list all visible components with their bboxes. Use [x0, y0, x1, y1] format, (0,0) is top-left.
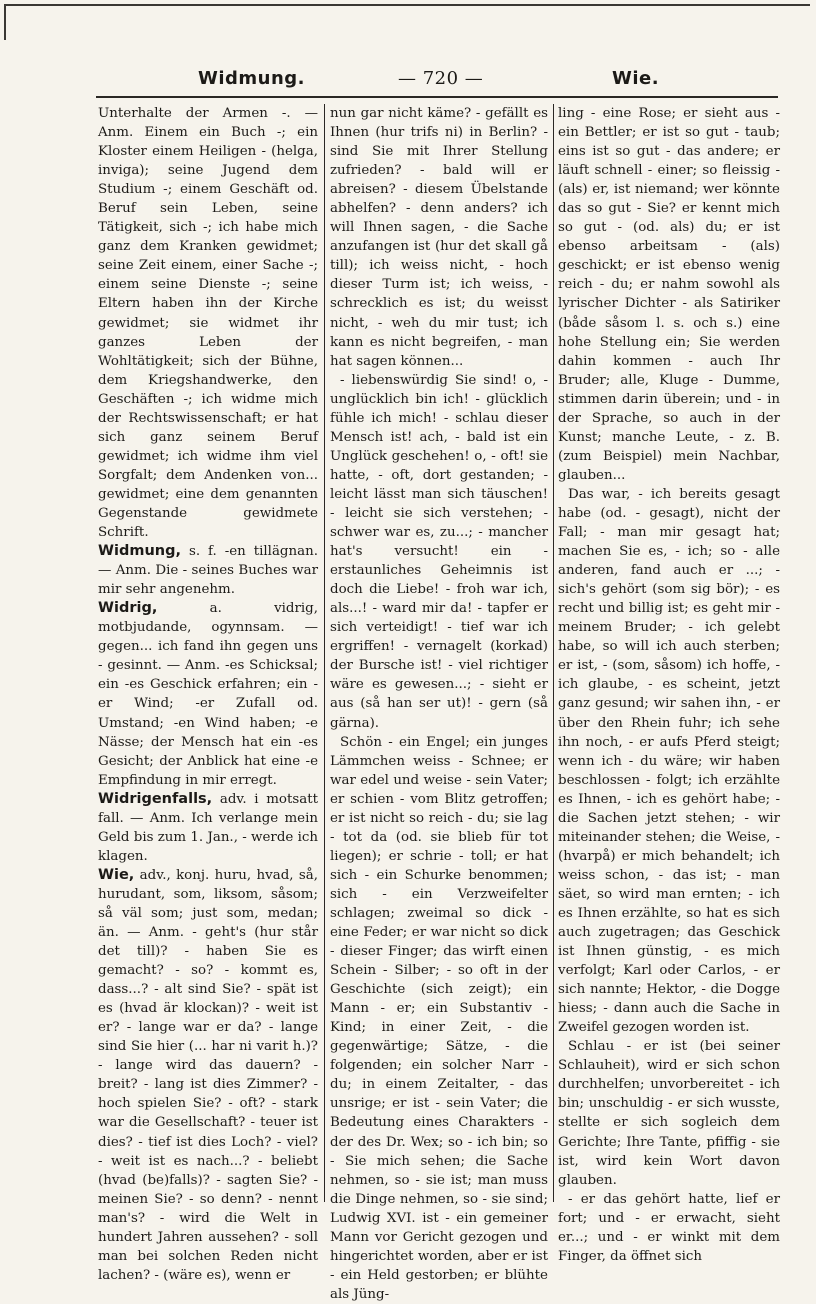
page-number: — 720 —: [398, 68, 484, 89]
column-divider: [553, 104, 554, 1202]
paragraph: Das war, - ich bereits gesagt habe (od. - gesagt), nicht der Fall; - man mir gesagt hat; machen Sie es, - ich; so - alle anderen, fand auch er ...; - sich's gehört (som sig bör); - es recht und billig ist; es geht mir - meinem Bruder; - ich gelebt habe, so will ich auch sterben; er ist, - (som, såsom) ich hoffe, - ich glaube, - es scheint, jetzt ganz gesund; wir sahen ihn, - er über den Rhein fuhr; ich sehe ihn noch, - er aufs Pferd steigt; wenn ich - du wäre; wir haben beschlossen - folgt; ich erzählte es Ihnen, - ich es gehört habe; - die Sachen jetzt stehen; - wir miteinander stehen; die Weise, - (hvarpå) er mich behandelt; ich weiss schon, - das ist; - man säet, so wird man ernten; - ich es Ihnen erzählte, so hat es sich auch zugetragen; das Geschick ist Ihnen günstig, - es mich verfolgt; Karl oder Carlos, - er sich nannte; Hektor, - die Dogge hiess; - dann auch die Sache in Zweifel gezogen worden ist.: [558, 486, 780, 1036]
header-rule: [96, 96, 778, 98]
headword: Widmung,: [98, 543, 181, 560]
column-divider: [324, 104, 325, 1202]
running-head-left: Widmung.: [198, 68, 306, 89]
headword: Widrigenfalls,: [98, 790, 213, 807]
dictionary-entry: Widmung, s. f. -en tillägnan. — Anm. Die - seines Buches war mir sehr angenehm.: [98, 543, 318, 598]
paragraph: - er das gehört hatte, lief er fort; und - er erwacht, sieht er...; und - er winkt mit dem Finger, da öffnet sich: [558, 1191, 780, 1264]
headword: Widrig,: [98, 600, 158, 617]
dictionary-entry: Wie, adv., konj. huru, hvad, så, hurudant, som, liksom, såsom; så väl som; just som, medan; än. — Anm. - geht's (hur står det till)? - haben Sie es gemacht? - so? - kommt es, dass...? - alt sind Sie? - spät ist es (hvad är klockan)? - weit ist er? - lange war er da? - lange sind Sie hier (... har ni varit h.)? - lange wird das dauern? - breit? - lang ist dies Zimmer? - hoch spielen Sie? - oft? - stark war die Gesellschaft? - teuer ist dies? - tief ist dies Loch? - viel? - weit ist es nach...? - beliebt (hvad (be)falls)? - sagten Sie? - meinen Sie? - so denn? - nennt man's? - wird die Welt in hundert Jahren aussehen? - soll man bei solchen Reden nicht lachen? - (wäre es), wenn er: [98, 866, 318, 1283]
column-3: [558, 104, 780, 1264]
paragraph: Schlau - er ist (bei seiner Schlauheit), wird er sich schon durchhelfen; unvorbereitet - ich bin; unschuldig - er sich wusste, stellte er sich sogleich dem Gerichte; Ihre Tante, pfiffig - sie ist, wird kein Wort davon glauben.: [558, 1039, 780, 1188]
paragraph: - liebenswürdig Sie sind! o, - unglücklich bin ich! - glücklich fühle ich mich! - schlau dieser Mensch ist! ach, - bald ist ein Unglück geschehen! o, - oft! sie hatte, - oft, dort gestanden; - leicht lässt man sich täuschen! - leicht sie sich verstehen; - schwer war es, zu...; - mancher hat's versucht! ein - erstaunliches Geheimnis ist doch die Liebe! - froh war ich, als...! - ward mir da! - tapfer er sich verteidigt! - tief war ich ergriffen! - vernagelt (korkad) der Bursche ist! - viel richtiger wäre es gewesen...; - sieht er aus (så han ser ut)! - gern (så gärna).: [330, 372, 548, 731]
paragraph: nun gar nicht käme? - gefällt es Ihnen (hur trifs ni) in Berlin? - sind Sie mit Ihrer Stellung zufrieden? - bald will er abreisen? - diesem Übelstande abhelfen? - denn anders? ich will Ihnen sagen, - die Sache anzufangen ist (hur det skall gå till); ich weiss nicht, - hoch dieser Turm ist; ich weiss, - schrecklich es ist; du weisst nicht, - weh du mir tust; ich kann es nicht begreifen, - man hat sagen können...: [330, 106, 548, 369]
paragraph: Schön - ein Engel; ein junges Lämmchen weiss - Schnee; er war edel und weise - sein Vater; er schien - vom Blitz getroffen; er ist nicht so reich - du; sie lag - tot da (od. sie blieb für tot liegen); er schrie - toll; er hat sich - ein Schurke benommen; sich - ein Verzweifelter schlagen; zweimal so dick - eine Feder; er war nicht so dick - dieser Finger; das wirft einen Schein - Silber; - so oft in der Geschichte (sich zeigt); ein Mann - er; ein Substantiv - Kind; in einer Zeit, - die gegenwärtige; Sätze, - die folgenden; ein solcher Narr - du; in einem Zeitalter, - das unsrige; er ist - sein Vater; die Bedeutung eines Charakters - der des Dr. Wex; so - ich bin; so - Sie mich sehen; die Sache nehmen, so - sie ist; man muss die Dinge nehmen, so - sie sind; Ludwig XVI. ist - ein gemeiner Mann vor Gericht gezogen und hingerichtet worden, aber er ist - ein Held gestorben; er blühte als Jüng-: [330, 734, 548, 1302]
paragraph: Unterhalte der Armen -. — Anm. Einem ein Buch -; ein Kloster einem Heiligen - (helga, inviga); seine Jugend dem Studium -; einem Geschäft od. Beruf sein Leben, seine Tätigkeit, sich -; ich habe mich ganz dem Kranken gewidmet; seine Zeit einem, einer Sache -; einem seine Dienste -; seine Eltern haben ihn der Kirche gewidmet; sie widmet ihr ganzes Leben der Wohltätigkeit; sich der Bühne, dem Kriegshandwerke, den Geschäften -; ich widme mich der Rechtswissenschaft; er hat sich ganz seinem Beruf gewidmet; ich widme ihm viel Sorgfalt; dem Andenken von... gewidmet; eine dem genannten Gegenstande gewidmete Schrift.: [98, 106, 318, 541]
paragraph: ling - eine Rose; er sieht aus - ein Bettler; er ist so gut - taub; eins ist so gut - das andere; er läuft schnell - einer; so fleissig - (als) er, ist niemand; wer könnte das so gut - Sie? er kennt mich so gut - (od. als) du; er ist ebenso arbeitsam - (als) geschickt; er ist ebenso wenig reich - du; er nahm sowohl als lyrischer Dichter - als Satiriker (både såsom l. s. och s.) eine hohe Stellung ein; Sie werden dahin kommen - auch Ihr Bruder; alle, Kluge - Dumme, stimmen darin überein; und - in der Sprache, so auch in der Kunst; manche Leute, - z. B. (zum Beispiel) mein Nachbar, glauben...: [558, 106, 780, 483]
top-border: [6, 4, 810, 6]
running-head-right: Wie.: [612, 68, 660, 89]
dictionary-entry: Widrig, a. vidrig, motbjudande, ogynnsam. — gegen... ich fand ihn gegen uns - gesinnt. — Anm. -es Schicksal; ein -es Geschick erfahren; ein -er Wind; -er Zufall od. Umstand; -en Wind haben; -e Nässe; der Mensch hat ein -es Gesicht; der Anblick hat eine -e Empfindung in mir erregt.: [98, 600, 318, 788]
left-border-mark: [4, 4, 6, 40]
column-2: [330, 104, 548, 1302]
dictionary-entry: Widrigenfalls, adv. i motsatt fall. — Anm. Ich verlange mein Geld bis zum 1. Jan., - werde ich klagen.: [98, 790, 318, 864]
column-1: [98, 104, 318, 1283]
headword: Wie,: [98, 866, 135, 883]
